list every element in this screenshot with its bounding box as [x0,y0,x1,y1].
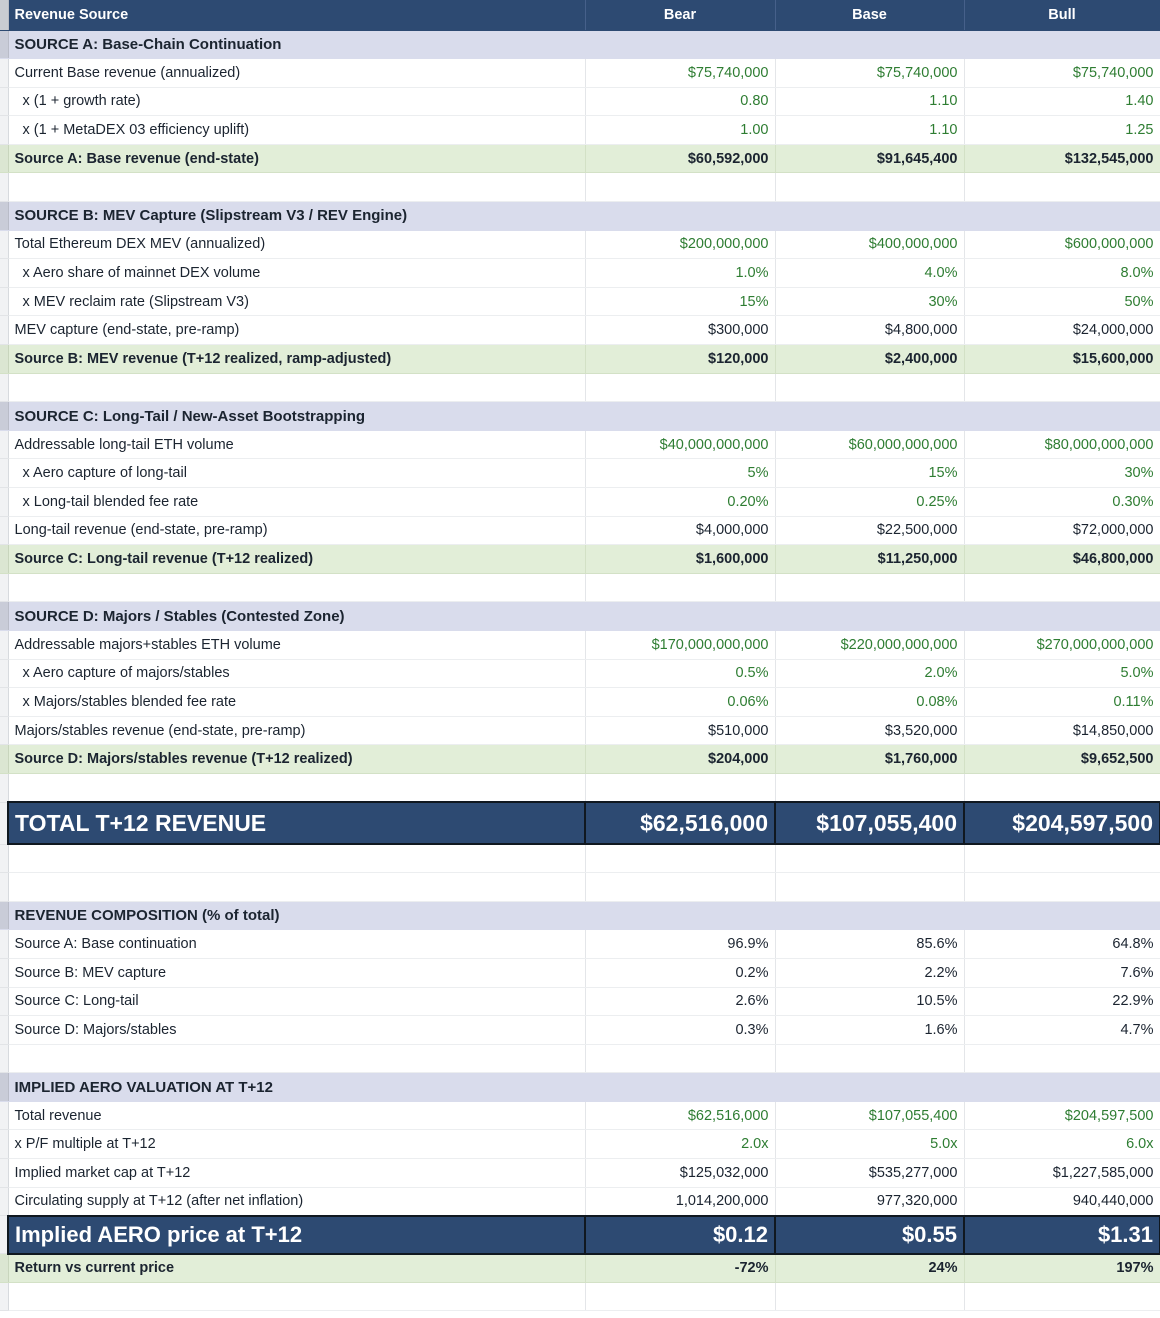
row-label: x (1 + growth rate) [8,87,585,116]
section-fill [964,1073,1160,1102]
cell-base[interactable]: $91,645,400 [775,144,964,173]
section-label-a: SOURCE A: Base-Chain Continuation [8,30,585,59]
cell-bull[interactable]: 1.40 [964,87,1160,116]
cell-base[interactable]: 977,320,000 [775,1187,964,1216]
blank-cell [775,373,964,402]
row-gutter [0,402,8,431]
cell-base[interactable]: $4,800,000 [775,316,964,345]
cell-bull[interactable]: $600,000,000 [964,230,1160,259]
row-gutter [0,1101,8,1130]
cell-base[interactable]: $535,277,000 [775,1159,964,1188]
cell-bear[interactable]: 1.00 [585,116,775,145]
blank-cell [585,373,775,402]
table-row [0,230,1160,259]
row-gutter [0,773,8,802]
table-row [0,316,1160,345]
implied-price-base[interactable]: $0.55 [775,1216,964,1254]
subtotal-row-source-c [0,545,1160,574]
cell-bear[interactable]: 2.0x [585,1130,775,1159]
cell-bear[interactable]: $75,740,000 [585,59,775,88]
table-row [0,630,1160,659]
cell-base[interactable]: 4.0% [775,259,964,288]
table-row [0,1016,1160,1045]
table-header-row [0,0,1160,30]
cell-bull[interactable]: 8.0% [964,259,1160,288]
row-gutter [0,1130,8,1159]
cell-bear[interactable]: $125,032,000 [585,1159,775,1188]
section-label-composition: REVENUE COMPOSITION (% of total) [8,901,585,930]
cell-bear[interactable]: $120,000 [585,345,775,374]
return-vs-current-price-row [0,1254,1160,1283]
cell-bull[interactable]: 4.7% [964,1016,1160,1045]
section-fill [775,1073,964,1102]
cell-bear[interactable]: $4,000,000 [585,516,775,545]
cell-bear[interactable]: $60,592,000 [585,144,775,173]
header-bull: Bull [964,0,1160,30]
row-label: x P/F multiple at T+12 [8,1130,585,1159]
blank-cell [8,873,585,902]
row-label: Addressable long-tail ETH volume [8,430,585,459]
table-row [0,259,1160,288]
spacer-row [0,573,1160,602]
section-fill [775,602,964,631]
cell-base[interactable]: 24% [775,1254,964,1283]
cell-base[interactable]: 15% [775,459,964,488]
blank-cell [964,373,1160,402]
section-fill [964,901,1160,930]
row-gutter [0,1073,8,1102]
row-label: Source B: MEV revenue (T+12 realized, ramp-adjusted) [8,345,585,374]
subtotal-row-source-d [0,745,1160,774]
section-fill [585,1073,775,1102]
row-gutter [0,1016,8,1045]
blank-cell [8,844,585,873]
cell-base[interactable]: $107,055,400 [775,1101,964,1130]
cell-bull[interactable]: 22.9% [964,987,1160,1016]
section-label-valuation: IMPLIED AERO VALUATION AT T+12 [8,1073,585,1102]
row-gutter [0,459,8,488]
row-gutter [0,1187,8,1216]
cell-bear[interactable]: 96.9% [585,930,775,959]
row-label: Majors/stables revenue (end-state, pre-ramp) [8,716,585,745]
cell-base[interactable]: $11,250,000 [775,545,964,574]
cell-base[interactable]: 10.5% [775,987,964,1016]
header-base: Base [775,0,964,30]
section-header-source-d [0,602,1160,631]
blank-cell [8,173,585,202]
subtotal-row-source-b [0,345,1160,374]
row-label: x (1 + MetaDEX 03 efficiency uplift) [8,116,585,145]
cell-bull[interactable]: $75,740,000 [964,59,1160,88]
cell-bear[interactable]: $1,600,000 [585,545,775,574]
row-label: MEV capture (end-state, pre-ramp) [8,316,585,345]
total-base[interactable]: $107,055,400 [775,802,964,844]
row-label: x Majors/stables blended fee rate [8,688,585,717]
cell-base[interactable]: 1.6% [775,1016,964,1045]
row-label: x Aero capture of long-tail [8,459,585,488]
blank-cell [8,573,585,602]
row-label: Source A: Base revenue (end-state) [8,144,585,173]
table-row [0,488,1160,517]
row-gutter [0,144,8,173]
blank-cell [964,173,1160,202]
row-label: Long-tail revenue (end-state, pre-ramp) [8,516,585,545]
row-gutter [0,573,8,602]
section-header-source-a [0,30,1160,59]
row-gutter [0,602,8,631]
row-gutter [0,1254,8,1283]
cell-bear[interactable]: 2.6% [585,987,775,1016]
cell-bull[interactable]: $14,850,000 [964,716,1160,745]
cell-bear[interactable]: 0.2% [585,958,775,987]
row-gutter [0,802,8,844]
row-gutter [0,230,8,259]
total-bull[interactable]: $204,597,500 [964,802,1160,844]
cell-base[interactable]: $400,000,000 [775,230,964,259]
row-gutter [0,930,8,959]
row-label: Return vs current price [8,1254,585,1283]
blank-cell [585,573,775,602]
row-gutter [0,745,8,774]
table-row [0,116,1160,145]
implied-price-row [0,1216,1160,1254]
cell-bear[interactable]: 0.3% [585,1016,775,1045]
subtotal-row-source-a [0,144,1160,173]
section-fill [585,30,775,59]
blank-cell [964,1282,1160,1311]
cell-bear[interactable]: $170,000,000,000 [585,630,775,659]
row-label: x Long-tail blended fee rate [8,488,585,517]
cell-base[interactable]: 0.25% [775,488,964,517]
spacer-row [0,173,1160,202]
row-label: Total revenue [8,1101,585,1130]
cell-bull[interactable]: 940,440,000 [964,1187,1160,1216]
blank-cell [964,573,1160,602]
row-gutter [0,0,8,30]
table-row [0,1130,1160,1159]
blank-cell [8,1282,585,1311]
total-bear[interactable]: $62,516,000 [585,802,775,844]
blank-cell [775,1282,964,1311]
spacer-row [0,873,1160,902]
row-gutter [0,259,8,288]
row-gutter [0,59,8,88]
cell-bull[interactable]: $24,000,000 [964,316,1160,345]
row-gutter [0,1282,8,1311]
blank-cell [585,844,775,873]
blank-cell [585,173,775,202]
cell-base[interactable]: $2,400,000 [775,345,964,374]
table-row [0,716,1160,745]
row-label: Source D: Majors/stables [8,1016,585,1045]
cell-bull[interactable]: $72,000,000 [964,516,1160,545]
cell-bull[interactable]: 197% [964,1254,1160,1283]
blank-cell [964,873,1160,902]
cell-bull[interactable]: $204,597,500 [964,1101,1160,1130]
row-gutter [0,202,8,231]
header-revenue-source: Revenue Source [8,0,585,30]
section-fill [585,402,775,431]
section-fill [775,402,964,431]
row-label: Source C: Long-tail revenue (T+12 realized) [8,545,585,574]
cell-bear[interactable]: 0.20% [585,488,775,517]
cell-bear[interactable]: $300,000 [585,316,775,345]
section-header-composition [0,901,1160,930]
cell-base[interactable]: 30% [775,287,964,316]
cell-base[interactable]: $1,760,000 [775,745,964,774]
row-gutter [0,287,8,316]
row-gutter [0,30,8,59]
cell-bull[interactable]: $46,800,000 [964,545,1160,574]
cell-bear[interactable]: 1,014,200,000 [585,1187,775,1216]
section-header-source-b [0,202,1160,231]
cell-base[interactable]: 2.0% [775,659,964,688]
row-label: Total Ethereum DEX MEV (annualized) [8,230,585,259]
spacer-row [0,1282,1160,1311]
row-gutter [0,659,8,688]
row-label: Source D: Majors/stables revenue (T+12 realized) [8,745,585,774]
section-label-d: SOURCE D: Majors / Stables (Contested Zone) [8,602,585,631]
cell-bull[interactable]: 6.0x [964,1130,1160,1159]
cell-bull[interactable]: 1.25 [964,116,1160,145]
section-fill [964,602,1160,631]
row-gutter [0,873,8,902]
row-gutter [0,716,8,745]
table-row [0,87,1160,116]
cell-bear[interactable]: 0.80 [585,87,775,116]
cell-bull[interactable]: 7.6% [964,958,1160,987]
row-gutter [0,173,8,202]
section-label-c: SOURCE C: Long-Tail / New-Asset Bootstrapping [8,402,585,431]
section-header-valuation [0,1073,1160,1102]
row-label: x MEV reclaim rate (Slipstream V3) [8,287,585,316]
row-gutter [0,87,8,116]
row-label: Current Base revenue (annualized) [8,59,585,88]
blank-cell [775,844,964,873]
cell-bear[interactable]: $200,000,000 [585,230,775,259]
row-gutter [0,373,8,402]
cell-bear[interactable]: -72% [585,1254,775,1283]
cell-bear[interactable]: $40,000,000,000 [585,430,775,459]
row-gutter [0,488,8,517]
row-label: Circulating supply at T+12 (after net inflation) [8,1187,585,1216]
blank-cell [585,1282,775,1311]
cell-base[interactable]: 85.6% [775,930,964,959]
section-fill [964,202,1160,231]
cell-bull[interactable]: $80,000,000,000 [964,430,1160,459]
row-gutter [0,345,8,374]
cell-base[interactable]: $220,000,000,000 [775,630,964,659]
cell-base[interactable]: 5.0x [775,1130,964,1159]
section-fill [775,901,964,930]
section-fill [775,202,964,231]
blank-cell [585,773,775,802]
cell-base[interactable]: 0.08% [775,688,964,717]
blank-cell [775,873,964,902]
cell-base[interactable]: 2.2% [775,958,964,987]
blank-cell [585,1044,775,1073]
row-gutter [0,316,8,345]
blank-cell [775,573,964,602]
table-row [0,459,1160,488]
section-fill [585,901,775,930]
row-gutter [0,844,8,873]
cell-base[interactable]: $60,000,000,000 [775,430,964,459]
section-label-b: SOURCE B: MEV Capture (Slipstream V3 / REV Engine) [8,202,585,231]
cell-bear[interactable]: $510,000 [585,716,775,745]
table-row [0,1159,1160,1188]
cell-bull[interactable]: 0.11% [964,688,1160,717]
cell-base[interactable]: $75,740,000 [775,59,964,88]
row-gutter [0,516,8,545]
implied-price-bull[interactable]: $1.31 [964,1216,1160,1254]
row-label: Source B: MEV capture [8,958,585,987]
section-fill [585,202,775,231]
section-fill [964,30,1160,59]
spacer-row [0,373,1160,402]
row-gutter [0,1159,8,1188]
cell-bull[interactable]: $270,000,000,000 [964,630,1160,659]
row-gutter [0,958,8,987]
blank-cell [775,773,964,802]
cell-bull[interactable]: 50% [964,287,1160,316]
table-row [0,59,1160,88]
blank-cell [964,773,1160,802]
table-row [0,659,1160,688]
cell-base[interactable]: $3,520,000 [775,716,964,745]
table-row [0,1101,1160,1130]
cell-bear[interactable]: 5% [585,459,775,488]
row-label: Source C: Long-tail [8,987,585,1016]
row-gutter [0,1216,8,1254]
cell-bull[interactable]: 0.30% [964,488,1160,517]
blank-cell [8,373,585,402]
blank-cell [775,173,964,202]
cell-bull[interactable]: 5.0% [964,659,1160,688]
row-gutter [0,545,8,574]
table-row [0,688,1160,717]
blank-cell [8,773,585,802]
table-row [0,287,1160,316]
section-fill [964,402,1160,431]
table-row [0,1187,1160,1216]
implied-price-bear[interactable]: $0.12 [585,1216,775,1254]
row-gutter [0,688,8,717]
row-label: x Aero capture of majors/stables [8,659,585,688]
implied-price-label: Implied AERO price at T+12 [8,1216,585,1254]
row-gutter [0,987,8,1016]
row-gutter [0,116,8,145]
cell-bear[interactable]: 15% [585,287,775,316]
cell-base[interactable]: 1.10 [775,116,964,145]
row-gutter [0,630,8,659]
cell-bull[interactable]: 64.8% [964,930,1160,959]
section-fill [775,30,964,59]
cell-bull[interactable]: $1,227,585,000 [964,1159,1160,1188]
cell-bear[interactable]: 0.5% [585,659,775,688]
section-header-source-c [0,402,1160,431]
table-row [0,958,1160,987]
cell-bull[interactable]: $132,545,000 [964,144,1160,173]
table-row [0,930,1160,959]
cell-base[interactable]: 1.10 [775,87,964,116]
cell-bear[interactable]: $204,000 [585,745,775,774]
cell-base[interactable]: $22,500,000 [775,516,964,545]
cell-bear[interactable]: $62,516,000 [585,1101,775,1130]
table-row [0,987,1160,1016]
section-fill [585,602,775,631]
row-label: Implied market cap at T+12 [8,1159,585,1188]
blank-cell [585,873,775,902]
blank-cell [964,844,1160,873]
cell-bull[interactable]: $9,652,500 [964,745,1160,774]
header-bear: Bear [585,0,775,30]
row-gutter [0,1044,8,1073]
table-row [0,430,1160,459]
row-label: x Aero share of mainnet DEX volume [8,259,585,288]
spacer-row [0,1044,1160,1073]
cell-bear[interactable]: 1.0% [585,259,775,288]
table-row [0,516,1160,545]
blank-cell [8,1044,585,1073]
row-label: Addressable majors+stables ETH volume [8,630,585,659]
row-label: Source A: Base continuation [8,930,585,959]
blank-cell [775,1044,964,1073]
row-gutter [0,430,8,459]
blank-cell [964,1044,1160,1073]
cell-bull[interactable]: 30% [964,459,1160,488]
total-label: TOTAL T+12 REVENUE [8,802,585,844]
total-revenue-row [0,802,1160,844]
row-gutter [0,901,8,930]
spacer-row [0,844,1160,873]
spacer-row [0,773,1160,802]
cell-bull[interactable]: $15,600,000 [964,345,1160,374]
cell-bear[interactable]: 0.06% [585,688,775,717]
